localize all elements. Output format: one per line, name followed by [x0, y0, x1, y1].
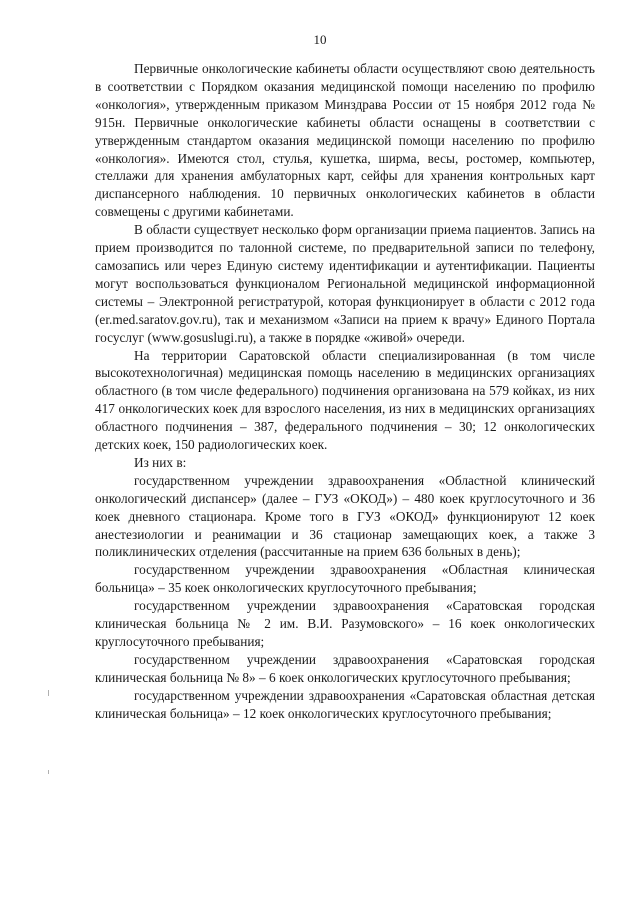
document-body: [95, 60, 595, 723]
scan-margin-mark: [48, 770, 49, 774]
list-item-regional-hospital: государственном учреждении здравоохранения «Областная клиническая больница» – 35 коек онкологических круглосуточного пребывания;: [95, 562, 595, 596]
list-item-city-hospital-2: государственном учреждении здравоохранения «Саратовская городская клиническая больница № 2 им. В.И. Разумовского» – 16 коек онкологических круглосуточного пребывания;: [95, 598, 595, 649]
scan-margin-mark: [48, 690, 49, 696]
paragraph-primary-cabinets: Первичные онкологические кабинеты области осуществляют свою деятельность в соответствии с Порядком оказания медицинской помощи населению по профилю «онкология», утвержденным приказом Минздрава России от 15 ноября 2012 года № 915н. Первичные онкологические кабинеты области оснащены в соответствии с утвержденным стандартом оказания медицинской помощи населению по профилю «онкология». Имеются стол, стулья, кушетка, ширма, весы, ростомер, компьютер, стеллажи для хранения амбулаторных карт, сейфы для хранения контрольных карт диспансерного наблюдения. 10 первичных онкологических кабинетов в области совмещены с другими кабинетами.: [95, 61, 595, 220]
list-item-children-hospital: государственном учреждении здравоохранения «Саратовская областная детская клиническая больница» – 12 коек онкологических круглосуточного пребывания;: [95, 687, 595, 721]
page-number: 10: [313, 32, 327, 47]
paragraph-specialized-care: На территории Саратовской области специализированная (в том числе высокотехнологичная) медицинская помощь населению в медицинских организациях областного (в том числе федерального) подчинения организована на 579 койках, из них 417 онкологических коек для взрослого населения, из них в медицинских организациях областного подчинения – 387, федерального подчинения – 30; 12 онкологических детских коек, 150 радиологических коек.: [95, 347, 595, 453]
list-item-okod: государственном учреждении здравоохранения «Областной клинический онкологический диспансер» (далее – ГУЗ «ОКОД») – 480 коек круглосуточного и 36 коек дневного стационара. Кроме того в ГУЗ «ОКОД» функционируют 12 коек анестезиологии и реанимации и 36 стационар замещающих коек, а также 3 поликлинических отделения (рассчитанные на прием 636 больных в день);: [95, 472, 595, 560]
list-item-city-hospital-8: государственном учреждении здравоохранения «Саратовская городская клиническая больница № 8» – 6 коек онкологических круглосуточного пребывания;: [95, 651, 595, 685]
paragraph-appointment-forms: В области существует несколько форм организации приема пациентов. Запись на прием производится по талонной системе, по предварительной записи по телефону, самозапись или через Единую систему идентификации и аутентификации. Пациенты могут воспользоваться функционалом Региональной медицинской информационной системы – Электронной регистратурой, которая функционирует в области с 2012 года (er.med.saratov.gov.ru), так и механизмом «Записи на прием к врачу» Единого Портала госуслуг (www.gosuslugi.ru), а также в порядке «живой» очереди.: [95, 222, 595, 345]
paragraph-list-intro: Из них в:: [134, 454, 187, 470]
